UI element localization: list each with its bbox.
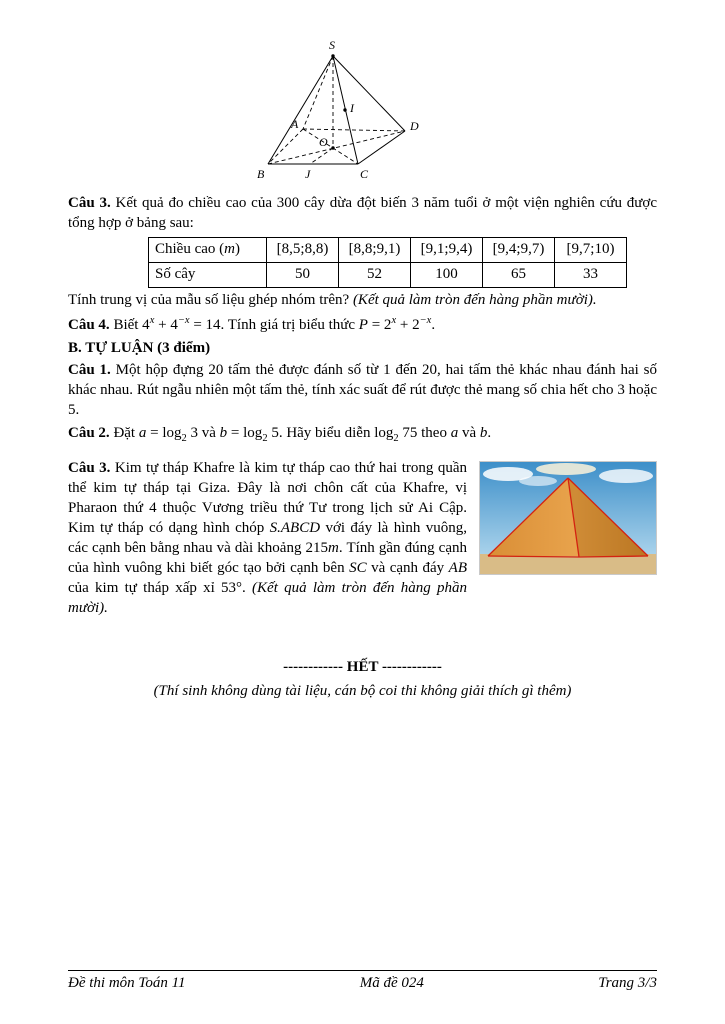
count-cell: 33 (555, 262, 627, 287)
essay-question-3-text: Câu 3. Kim tự tháp Khafre là kim tự tháp cao thứ hai trong quần thể kim tự tháp tại Giza. Đây là nơi chôn cất của Khafre, vị Pharaon thứ 4 thuộc Vương triều thứ Tư trong lịch sử Ai Cập. Kim tự tháp có dạng hình chóp S.ABCD với đáy là hình vuông, các cạnh bên bằng nhau và dài khoảng 215m. Tính gần đúng cạnh của hình vuông khi biết góc tạo bởi cạnh bên SC và cạnh đáy AB của kim tự tháp xấp xỉ 53°. (Kết quả làm tròn đến hàng phần mười). (68, 460, 467, 617)
vertex-label-a: A (290, 117, 298, 131)
table-header-height: Chiều cao (m) (149, 237, 267, 262)
end-of-exam-marker: ------------ HẾT ------------ (283, 658, 442, 675)
vertex-label-d: D (409, 119, 419, 133)
interval-cell: [9,1;9,4) (411, 237, 483, 262)
interval-cell: [8,8;9,1) (339, 237, 411, 262)
interval-cell: [8,5;8,8) (267, 237, 339, 262)
page-footer (68, 970, 657, 994)
pyramid-diagram (248, 36, 478, 186)
vertex-label-s: S (328, 38, 335, 52)
rounding-note: (Kết quả làm tròn đến hàng phần mười). (352, 291, 597, 308)
table-row-counts (149, 262, 627, 287)
footer-exam-subject: Đề thi môn Toán 11 (68, 975, 186, 991)
essay-question-1: Câu 1. Một hộp đựng 20 tấm thẻ được đánh số từ 1 đến 20, hai tấm thẻ khác nhau đánh hai số khác nhau. Rút ngẫu nhiên một tấm thẻ, tính xác suất để rút được thẻ mang số chia hết cho 3 hoặc 5. (68, 361, 657, 418)
question-3-prompt: Tính trung vị của mẫu số liệu ghép nhóm trên? (Kết quả làm tròn đến hàng phần mười). (68, 291, 597, 308)
question-3-label: Câu 3. (68, 195, 111, 211)
section-b-heading: B. TỰ LUẬN (3 điểm) (68, 339, 211, 356)
interval-cell: [9,7;10) (555, 237, 627, 262)
count-cell: 50 (267, 262, 339, 287)
vertex-label-c: C (359, 167, 368, 181)
interval-cell: [9,4;9,7) (483, 237, 555, 262)
vertex-label-j: J (304, 167, 310, 181)
essay-question-3-label: Câu 3. (68, 460, 111, 477)
question-3-statistics (68, 194, 657, 234)
height-frequency-table (148, 237, 627, 288)
question-4-label: Câu 4. (68, 316, 110, 333)
question-3-intro: Kết quả đo chiều cao của 300 cây dừa đột biến 3 năm tuổi ở một viện nghiên cứu được tổng hợp ở bảng sau: (68, 195, 657, 231)
essay-question-3 (68, 459, 657, 622)
vertex-dot-s (331, 54, 334, 57)
essay-question-1-label: Câu 1. (68, 361, 111, 378)
vertex-label-o: O (318, 135, 328, 149)
essay-question-2-label: Câu 2. (68, 424, 110, 441)
count-cell: 65 (483, 262, 555, 287)
count-cell: 100 (411, 262, 483, 287)
vertex-dot-o (331, 146, 334, 149)
essay-question-2: Câu 2. Đặt $a = \log_2 3$ và $b = \log_2 5$. Hãy biểu diễn $\log_2 75$ theo a và b. (68, 424, 492, 444)
vertex-label-b: B (256, 167, 264, 181)
table-header-count: Số cây (149, 262, 267, 287)
count-cell: 52 (339, 262, 411, 287)
pyramid-photo (479, 461, 657, 575)
table-row-header (149, 237, 627, 262)
exam-instruction-note: (Thí sinh không dùng tài liệu, cán bộ coi thi không giải thích gì thêm) (153, 682, 572, 699)
vertex-dot-i (343, 108, 346, 111)
question-4-exponents: Câu 4. Biết $4^x + 4^{-x} = 14$. Tính giá trị biểu thức $P = 2^x + 2^{-x}$. (68, 314, 436, 333)
rounding-note: (Kết quả làm tròn đến hàng phần mười). (68, 580, 467, 617)
cloud (519, 476, 557, 486)
footer-exam-code: Mã đề 024 (359, 975, 424, 991)
cloud (599, 469, 653, 483)
vertex-label-i: I (349, 101, 354, 115)
footer-page-number: Trang 3/3 (598, 975, 657, 991)
cloud (536, 463, 596, 475)
